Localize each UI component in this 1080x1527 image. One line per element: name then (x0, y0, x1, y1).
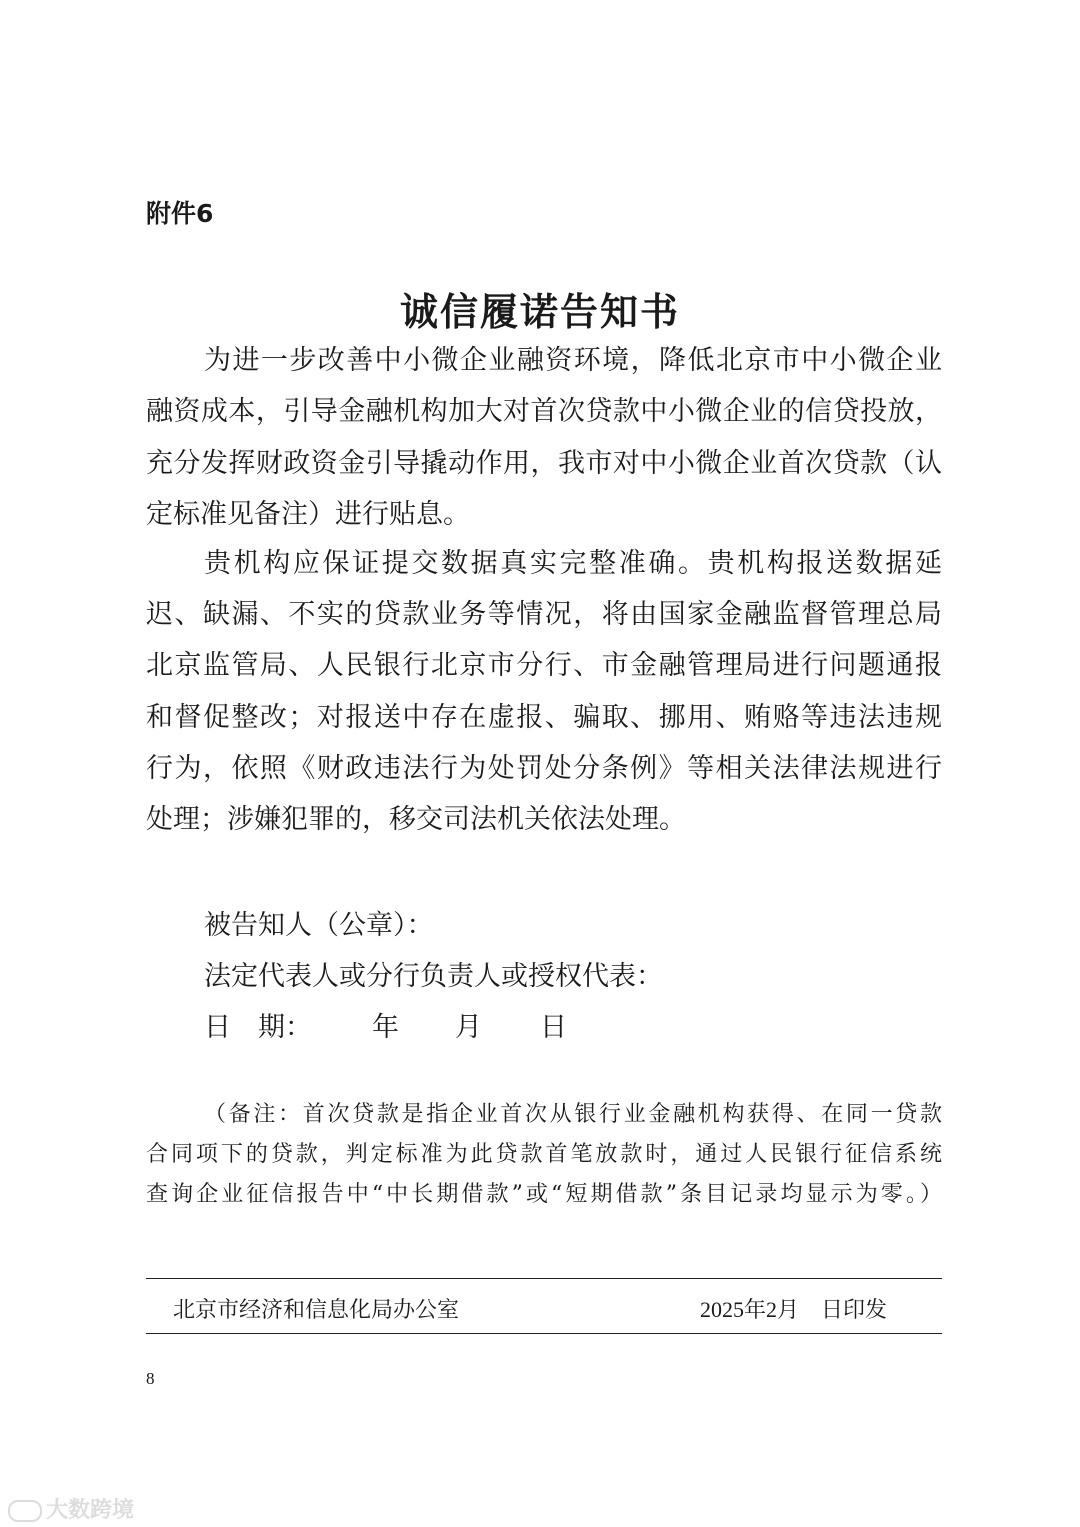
paragraph-1-line: 融资成本，引导金融机构加大对首次贷款中小微企业的信贷投放， (146, 396, 942, 427)
date-month: 月 (455, 1012, 482, 1043)
paragraph-2-line: 和督促整改；对报送中存在虚报、骗取、挪用、贿赂等违法违规 (146, 702, 942, 733)
paragraph-2-line: 处理；涉嫌犯罪的，移交司法机关依法处理。 (146, 804, 686, 835)
note-line: （备注：首次贷款是指企业首次从银行业金融机构获得、在同一贷款 (204, 1102, 942, 1127)
paragraph-2-line: 迟、缺漏、不实的贷款业务等情况，将由国家金融监督管理总局 (146, 599, 942, 630)
representative-label: 法定代表人或分行负责人或授权代表： (204, 961, 663, 992)
note-line: 合同项下的贷款，判定标准为此贷款首笔放款时，通过人民银行征信系统 (146, 1142, 942, 1167)
footer-issuer: 北京市经济和信息化局办公室 (173, 1297, 460, 1322)
paragraph-2-line: 北京监管局、人民银行北京市分行、市金融管理局进行问题通报 (146, 650, 942, 681)
date-label: 日 期： (204, 1012, 312, 1043)
footer-issue-date: 2025年2月 日印发 (700, 1297, 888, 1322)
footer-top-rule (146, 1278, 942, 1279)
date-day: 日 (540, 1012, 567, 1043)
paragraph-1-line: 为进一步改善中小微企业融资环境，降低北京市中小微企业 (204, 345, 942, 376)
watermark-logo-icon (8, 1500, 42, 1522)
date-year: 年 (372, 1012, 399, 1043)
page-title: 诚信履诺告知书 (399, 290, 680, 334)
paragraph-2-line: 贵机构应保证提交数据真实完整准确。贵机构报送数据延 (204, 548, 942, 579)
informed-party-label: 被告知人（公章）： (204, 910, 434, 941)
note-line: 查询企业征信报告中“中长期借款”或“短期借款”条目记录均显示为零。） (146, 1182, 942, 1207)
watermark (8, 1493, 134, 1524)
paragraph-2-line: 行为，依照《财政违法行为处罚处分条例》等相关法律法规进行 (146, 753, 942, 784)
paragraph-1-line: 定标准见备注）进行贴息。 (146, 499, 470, 530)
watermark-text: 大数跨境 (46, 1498, 135, 1523)
paragraph-1-line: 充分发挥财政资金引导撬动作用，我市对中小微企业首次贷款（认 (146, 448, 942, 479)
footer-bottom-rule (146, 1333, 942, 1334)
attachment-label: 附件6 (146, 199, 214, 228)
page-number: 8 (146, 1369, 155, 1388)
